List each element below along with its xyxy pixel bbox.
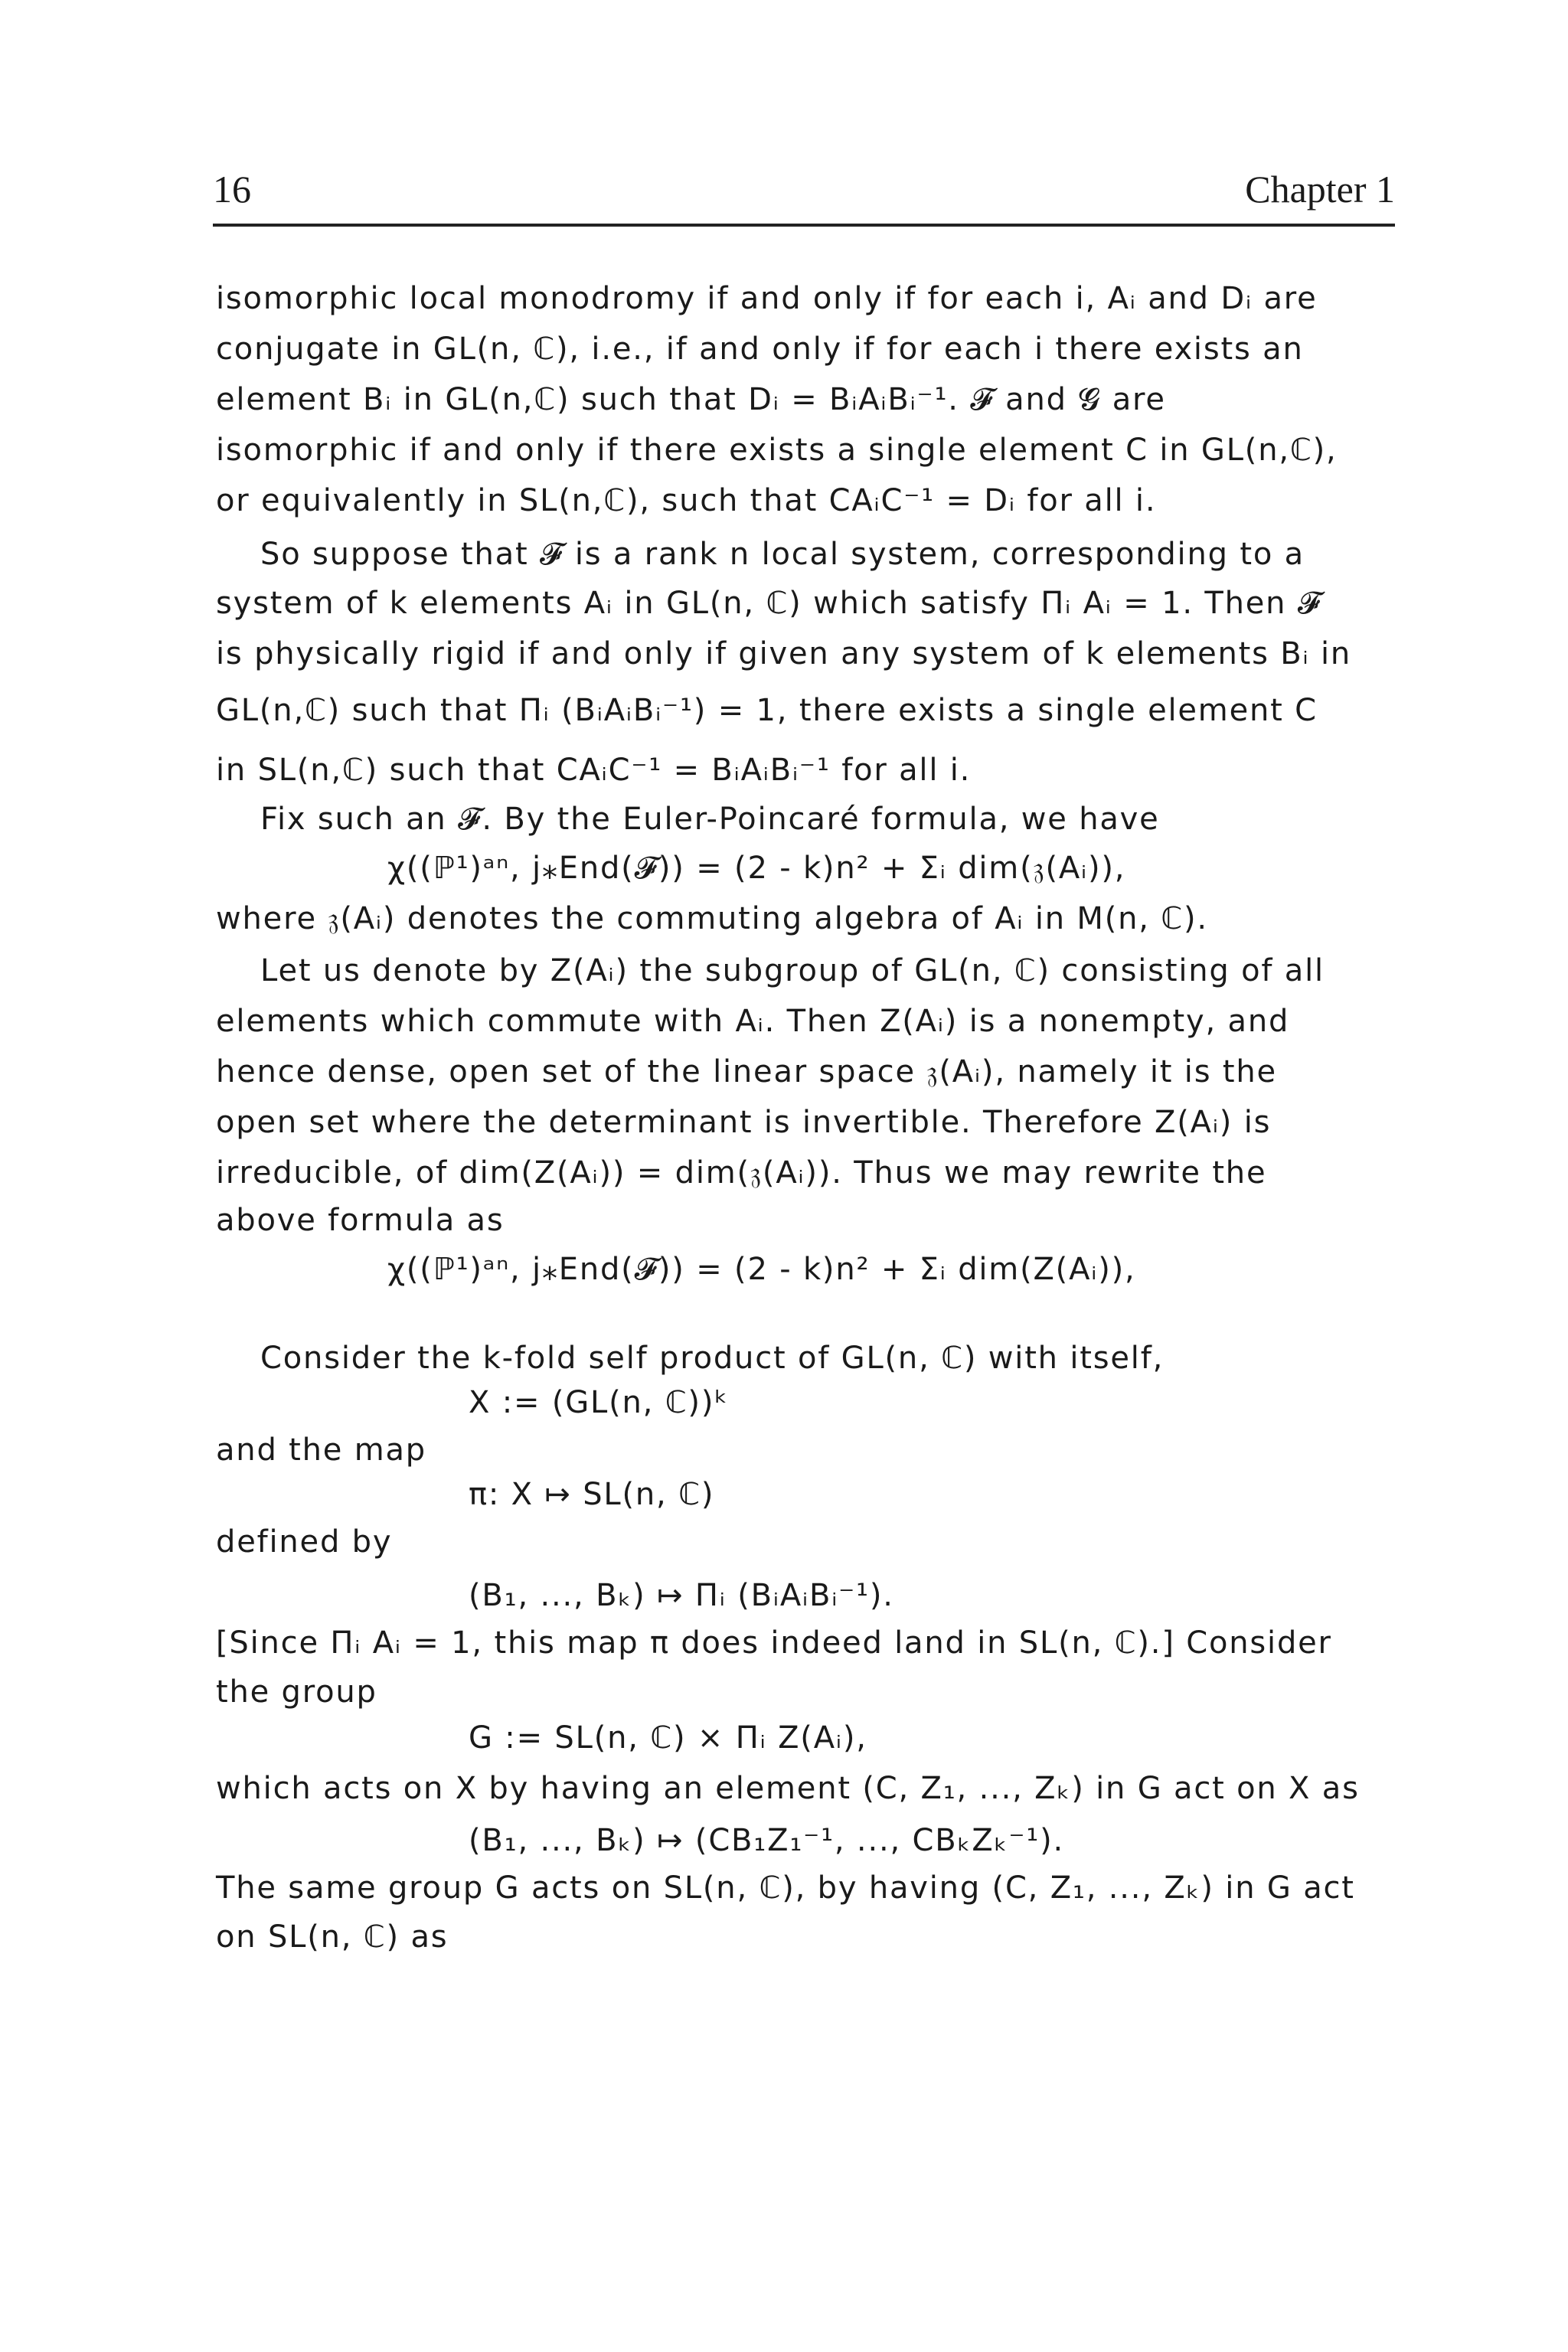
chapter-title: Chapter 1	[1245, 168, 1395, 211]
display-formula: π: X ↦ SL(n, ℂ)	[469, 1477, 715, 1512]
display-formula: χ((ℙ¹)ᵃⁿ, j⁎End(𝓕)) = (2 - k)n² + Σᵢ dim(𝔷(Aᵢ)),	[387, 851, 1126, 886]
text-line: defined by	[216, 1524, 393, 1560]
text-line: which acts on X by having an element (C, Z₁, ..., Zₖ) in G act on X as	[216, 1771, 1360, 1806]
display-formula: (B₁, ..., Bₖ) ↦ (CB₁Z₁⁻¹, ..., CBₖZₖ⁻¹).	[469, 1823, 1065, 1858]
page-number: 16	[213, 168, 251, 211]
text-line: So suppose that 𝓕 is a rank n local system, corresponding to a	[216, 537, 1305, 572]
text-line: or equivalently in SL(n,ℂ), such that CAᵢC⁻¹ = Dᵢ for all i.	[216, 483, 1157, 518]
text-line: [Since Πᵢ Aᵢ = 1, this map π does indeed land in SL(n, ℂ).] Consider	[216, 1625, 1332, 1661]
display-formula: G := SL(n, ℂ) × Πᵢ Z(Aᵢ),	[469, 1720, 867, 1756]
display-formula: (B₁, ..., Bₖ) ↦ Πᵢ (BᵢAᵢBᵢ⁻¹).	[469, 1578, 894, 1613]
text-line: Fix such an 𝓕. By the Euler-Poincaré formula, we have	[216, 802, 1160, 837]
text-line: conjugate in GL(n, ℂ), i.e., if and only if for each i there exists an	[216, 332, 1304, 367]
text-line: open set where the determinant is invertible. Therefore Z(Aᵢ) is	[216, 1105, 1272, 1140]
text-line: in SL(n,ℂ) such that CAᵢC⁻¹ = BᵢAᵢBᵢ⁻¹ for all i.	[216, 753, 972, 788]
text-line: irreducible, of dim(Z(Aᵢ)) = dim(𝔷(Aᵢ)). Thus we may rewrite the	[216, 1155, 1267, 1191]
text-line: isomorphic if and only if there exists a single element C in GL(n,ℂ),	[216, 433, 1338, 468]
text-line: and the map	[216, 1432, 426, 1468]
text-line: Let us denote by Z(Aᵢ) the subgroup of GL(n, ℂ) consisting of all	[216, 953, 1325, 988]
text-line: on SL(n, ℂ) as	[216, 1919, 449, 1955]
display-formula: χ((ℙ¹)ᵃⁿ, j⁎End(𝓕)) = (2 - k)n² + Σᵢ dim(Z(Aᵢ)),	[387, 1252, 1136, 1287]
text-line: system of k elements Aᵢ in GL(n, ℂ) which satisfy Πᵢ Aᵢ = 1. Then 𝓕	[216, 586, 1322, 621]
text-line: Consider the k-fold self product of GL(n, ℂ) with itself,	[216, 1341, 1165, 1376]
text-line: isomorphic local monodromy if and only if for each i, Aᵢ and Dᵢ are	[216, 281, 1318, 316]
display-formula: X := (GL(n, ℂ))ᵏ	[469, 1385, 730, 1420]
text-line: element Bᵢ in GL(n,ℂ) such that Dᵢ = BᵢAᵢBᵢ⁻¹. 𝓕 and 𝓖 are	[216, 382, 1166, 417]
text-line: where 𝔷(Aᵢ) denotes the commuting algebra of Aᵢ in M(n, ℂ).	[216, 901, 1208, 936]
text-line: The same group G acts on SL(n, ℂ), by having (C, Z₁, ..., Zₖ) in G act	[216, 1870, 1355, 1906]
text-line: above formula as	[216, 1203, 505, 1238]
text-line: hence dense, open set of the linear space 𝔷(Aᵢ), namely it is the	[216, 1054, 1277, 1089]
text-line: elements which commute with Aᵢ. Then Z(Aᵢ) is a nonempty, and	[216, 1004, 1290, 1039]
text-line: the group	[216, 1674, 377, 1710]
page-header	[213, 161, 1395, 227]
text-line: GL(n,ℂ) such that Πᵢ (BᵢAᵢBᵢ⁻¹) = 1, there exists a single element C	[216, 693, 1318, 728]
text-line: is physically rigid if and only if given any system of k elements Bᵢ in	[216, 636, 1352, 671]
